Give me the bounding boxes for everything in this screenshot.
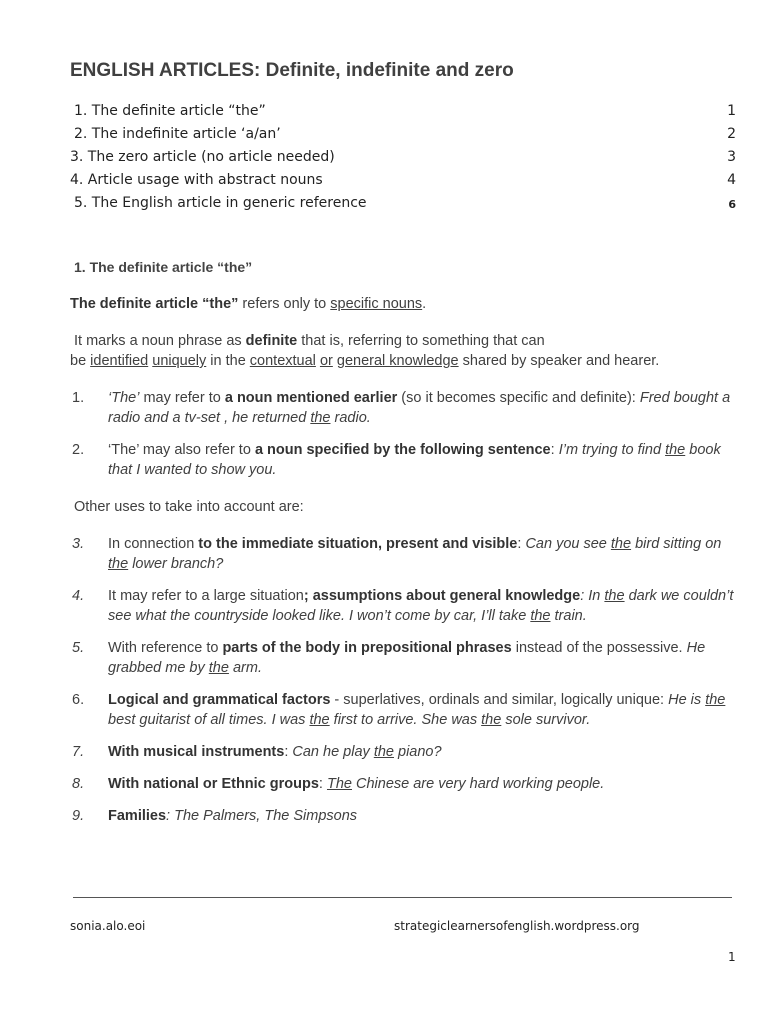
item-text: : xyxy=(550,442,559,458)
item-example-underlined: the xyxy=(530,608,551,624)
toc-entry[interactable] xyxy=(0,195,768,217)
definition-underlined: contextual xyxy=(249,353,316,369)
item-example-underlined: the xyxy=(108,556,129,572)
item-example: book that I wanted to show you. xyxy=(108,442,721,478)
document-title: ENGLISH ARTICLES: Definite, indefinite and zero xyxy=(70,60,514,81)
definition-text: be xyxy=(70,353,91,369)
list-number: 3. xyxy=(72,536,85,552)
item-example: radio. xyxy=(330,410,371,426)
list-item-text xyxy=(108,388,742,428)
item-example: In xyxy=(588,588,605,604)
item-text: In connection xyxy=(108,536,199,552)
list-item-text xyxy=(108,742,742,762)
item-example: : The Palmers, The Simpsons xyxy=(166,808,358,824)
item-text: It may refer to a large situation xyxy=(108,588,304,604)
toc-entry[interactable] xyxy=(0,172,768,194)
item-example: piano? xyxy=(393,744,442,760)
toc-entry-page: 4 xyxy=(727,172,736,188)
list-item-text xyxy=(108,774,742,794)
item-example-underlined: the xyxy=(705,692,726,708)
item-example: Chinese are very hard working people. xyxy=(351,776,605,792)
item-text: (so it becomes specific and definite): xyxy=(397,390,640,406)
list-item-text xyxy=(108,638,742,678)
footer-website-link[interactable]: strategiclearnersofenglish.wordpress.org xyxy=(394,919,640,933)
item-example: dark we couldn’t see what the countryside looked like. I won’t come by car, I’ll take xyxy=(108,588,734,624)
list-number: 2. xyxy=(72,442,85,458)
item-text: With reference to xyxy=(108,640,223,656)
toc-entry-label: 5. The English article in generic reference xyxy=(74,195,367,211)
item-example: I’m trying to find xyxy=(558,442,666,458)
footer-author: sonia.alo.eoi xyxy=(70,919,146,933)
item-example: Can you see xyxy=(525,536,611,552)
other-uses-text: Other uses to take into account are: xyxy=(74,499,304,515)
item-text: : xyxy=(517,536,526,552)
list-number: 8. xyxy=(72,776,85,792)
item-bold: a noun specified by the following sentence xyxy=(254,442,551,458)
item-example: lower branch? xyxy=(128,556,224,572)
toc-entry[interactable] xyxy=(0,103,768,125)
definition-text: in the xyxy=(206,353,250,369)
item-example: best guitarist of all times. I was xyxy=(108,712,310,728)
definition-bold: definite xyxy=(245,333,298,349)
item-example: He is xyxy=(668,692,706,708)
list-item-text xyxy=(108,440,742,480)
item-text: may refer to xyxy=(139,390,225,406)
toc-entry-label: 2. The indefinite article ‘a/an’ xyxy=(74,126,281,142)
item-example-underlined: the xyxy=(665,442,686,458)
definition-underlined: uniquely xyxy=(152,353,207,369)
toc-entry-page: 3 xyxy=(727,149,736,165)
item-bold: Logical and grammatical factors xyxy=(108,692,331,708)
list-item-text xyxy=(108,806,742,826)
item-bold: ; assumptions about general knowledge xyxy=(303,588,581,604)
list-number: 9. xyxy=(72,808,85,824)
list-item-text xyxy=(108,690,742,730)
intro-paragraph xyxy=(70,294,426,315)
page-number: 1 xyxy=(728,950,736,964)
item-text: : xyxy=(318,776,327,792)
item-example: first to arrive. She was xyxy=(329,712,482,728)
definition-line-2 xyxy=(70,351,659,372)
item-text: - superlatives, ordinals and similar, logically unique: xyxy=(330,692,669,708)
intro-bold: The definite article “the” xyxy=(70,296,239,312)
toc-entry-label: 3. The zero article (no article needed) xyxy=(70,149,335,165)
list-item-text xyxy=(108,586,742,626)
toc-entry[interactable] xyxy=(0,149,768,171)
item-example: sole survivor. xyxy=(501,712,591,728)
item-example-underlined: the xyxy=(208,660,229,676)
item-bold: a noun mentioned earlier xyxy=(224,390,398,406)
toc-entry-page: 1 xyxy=(727,103,736,119)
item-text: : xyxy=(284,744,293,760)
item-example: Can he play xyxy=(292,744,374,760)
item-example: train. xyxy=(550,608,587,624)
item-example: Fred bought a radio and a tv-set , he returned xyxy=(108,390,731,426)
item-text: ‘The’ may also refer to xyxy=(108,442,255,458)
list-item-text xyxy=(108,534,742,574)
item-bold: parts of the body in prepositional phrases xyxy=(222,640,512,656)
item-bold: With national or Ethnic groups xyxy=(108,776,319,792)
list-number: 5. xyxy=(72,640,85,656)
definition-underlined: general knowledge xyxy=(336,353,459,369)
definition-text: that is, referring to something that can xyxy=(297,333,545,349)
toc-entry-page: 6 xyxy=(728,198,736,211)
item-example: arm. xyxy=(228,660,262,676)
list-number: 1. xyxy=(72,390,85,406)
item-example: bird sitting on xyxy=(631,536,722,552)
item-example-underlined: the xyxy=(373,744,394,760)
item-example: He grabbed me by xyxy=(108,640,706,676)
item-text: : xyxy=(580,588,589,604)
item-text: ‘The’ xyxy=(108,390,140,406)
item-bold: With musical instruments xyxy=(108,744,285,760)
item-text: instead of the possessive. xyxy=(511,640,687,656)
list-number: 6. xyxy=(72,692,85,708)
item-example-underlined: The xyxy=(326,776,352,792)
toc-entry-page: 2 xyxy=(727,126,736,142)
item-example-underlined: the xyxy=(309,712,330,728)
list-number: 4. xyxy=(72,588,85,604)
item-example-underlined: the xyxy=(604,588,625,604)
item-example-underlined: the xyxy=(481,712,502,728)
intro-text: refers only to xyxy=(238,296,331,312)
definition-text: It marks a noun phrase as xyxy=(74,333,246,349)
definition-text: shared by speaker and hearer. xyxy=(458,353,660,369)
toc-entry-label: 4. Article usage with abstract nouns xyxy=(70,172,323,188)
definition-underlined: identified xyxy=(90,353,149,369)
section-heading: 1. The definite article “the” xyxy=(74,259,253,275)
toc-entry[interactable] xyxy=(0,126,768,148)
item-bold: Families xyxy=(108,808,167,824)
item-example-underlined: the xyxy=(310,410,331,426)
list-number: 7. xyxy=(72,744,85,760)
intro-end: . xyxy=(422,296,427,312)
toc-entry-label: 1. The definite article “the” xyxy=(74,103,266,119)
item-example-underlined: the xyxy=(610,536,632,552)
definition-line-1 xyxy=(74,331,545,352)
definition-underlined: or xyxy=(319,353,333,369)
intro-underlined: specific nouns xyxy=(330,296,423,312)
item-bold: to the immediate situation, present and visible xyxy=(198,536,518,552)
footer-divider xyxy=(73,897,732,898)
